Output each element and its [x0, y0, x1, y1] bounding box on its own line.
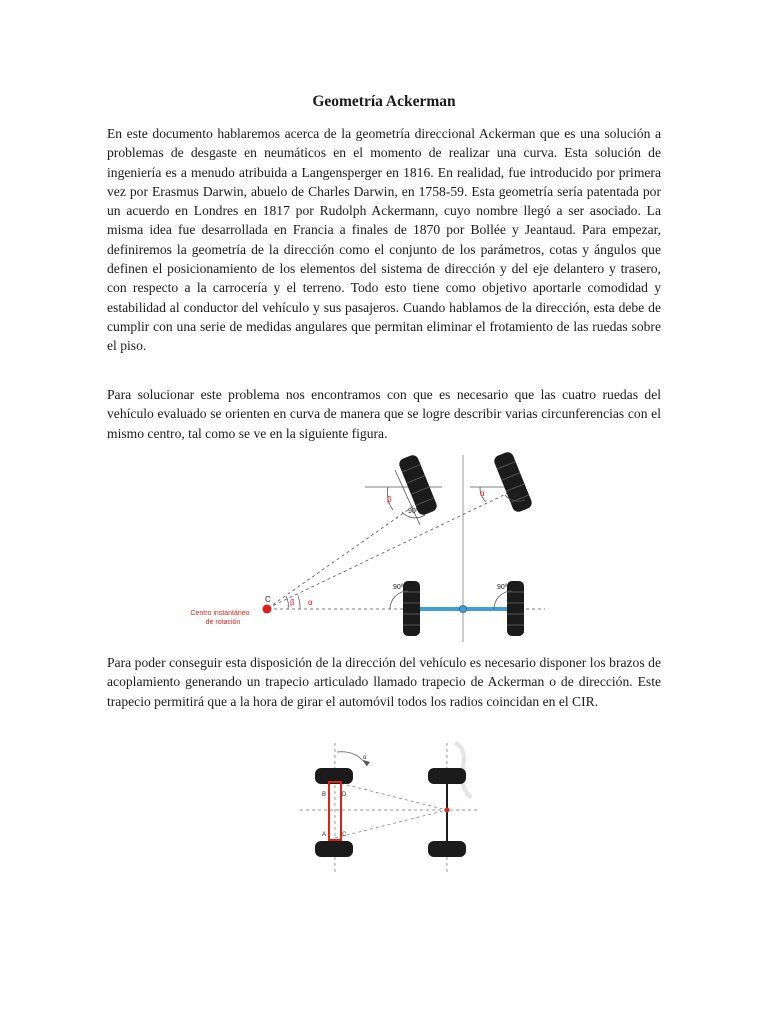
front-right-tire [492, 450, 533, 513]
label-D: D [342, 792, 347, 798]
right-angle-label-right: 90º [508, 492, 519, 499]
right-angle-label-left: 90º [408, 508, 419, 515]
rear-left-tire [403, 581, 420, 636]
front-bottom-tire [315, 841, 353, 857]
instantaneous-center-point [263, 605, 272, 614]
rear-right-tire [507, 581, 524, 636]
document-title: Geometría Ackerman [312, 93, 456, 110]
beta-label-center: β [290, 598, 295, 607]
rear-axle-hub [460, 606, 467, 613]
label-A: A [322, 832, 327, 838]
paragraph-trapecio: Para poder conseguir esta disposición de la dirección del vehículo es necesario disponer los brazos de acoplamiento generando un trapecio articulado llamado trapecio de Ackerman o de dirección. Este trapecio permitirá que a la hora de girar el automóvil todos los radios coincidan en el CIR. [107, 655, 661, 709]
rear-bottom-tire [428, 841, 466, 857]
center-point-label: C [265, 595, 271, 604]
alpha-label: α [363, 755, 367, 761]
beta-arc-center [286, 596, 288, 609]
radius-line-left [268, 505, 415, 608]
ackerman-trapezoid-figure [295, 738, 485, 876]
rear-left-right-angle-label: 90º [393, 584, 404, 591]
alpha-arc-center [298, 596, 300, 609]
alpha-label-front: α [480, 489, 485, 498]
rear-right-right-angle-label: 90º [497, 584, 508, 591]
convergence-line-top [335, 782, 447, 810]
paragraph-problem: Para solucionar este problema nos encontramos con que es necesario que las cuatro ruedas del vehículo evaluado se orienten en curva de manera que se logre describir varias circunferencias con el mismo centro, tal como se ve en la siguiente figura. [107, 387, 661, 441]
label-B: B [322, 792, 327, 798]
ackerman-geometry-figure [180, 450, 560, 645]
radius-line-right [268, 493, 508, 608]
paragraph-intro: En este documento hablaremos acerca de la geometría direccional Ackerman que es una solución a problemas de desgaste en neumáticos en el momento de realizar una curva. Esta solución de ingeniería es a menudo atribuida a Langensperger en 1816. En realidad, fue introducido por primera vez por Erasmus Darwin, abuelo de Charles Darwin, en 1758-59. Esta geometría sería patentada por un acuerdo en Londres en 1817 por Rudolph Ackermann, cuyo nombre llegó a ser asociado. La misma idea fue desarrollada en Francia a finales de 1870 por Bollée y Jeantaud. Para empezar, definiremos la geometría de la dirección como el conjunto de los parámetros, cotas y ángulos que definen el posicionamiento de los elementos del sistema de dirección y del eje delantero y trasero, con respecto a la carrocería y el terreno. Todo esto tiene como objetivo aportarle comodidad y estabilidad al conductor del vehículo y sus pasajeros. Cuando hablamos de la dirección, esta debe de cumplir con una serie de medidas angulares que permitan eliminar el frotamiento de las ruedas sobre el piso. [107, 126, 661, 354]
rear-top-tire [428, 768, 466, 784]
convergence-line-bottom [335, 810, 447, 838]
label-C: C [342, 832, 347, 838]
alpha-label-center: α [308, 598, 313, 607]
beta-label-front: β [387, 495, 392, 504]
cir-point [445, 808, 450, 813]
center-label-line2: de rotación [205, 619, 241, 626]
center-label-line1: Centro instantáneo [190, 610, 250, 617]
